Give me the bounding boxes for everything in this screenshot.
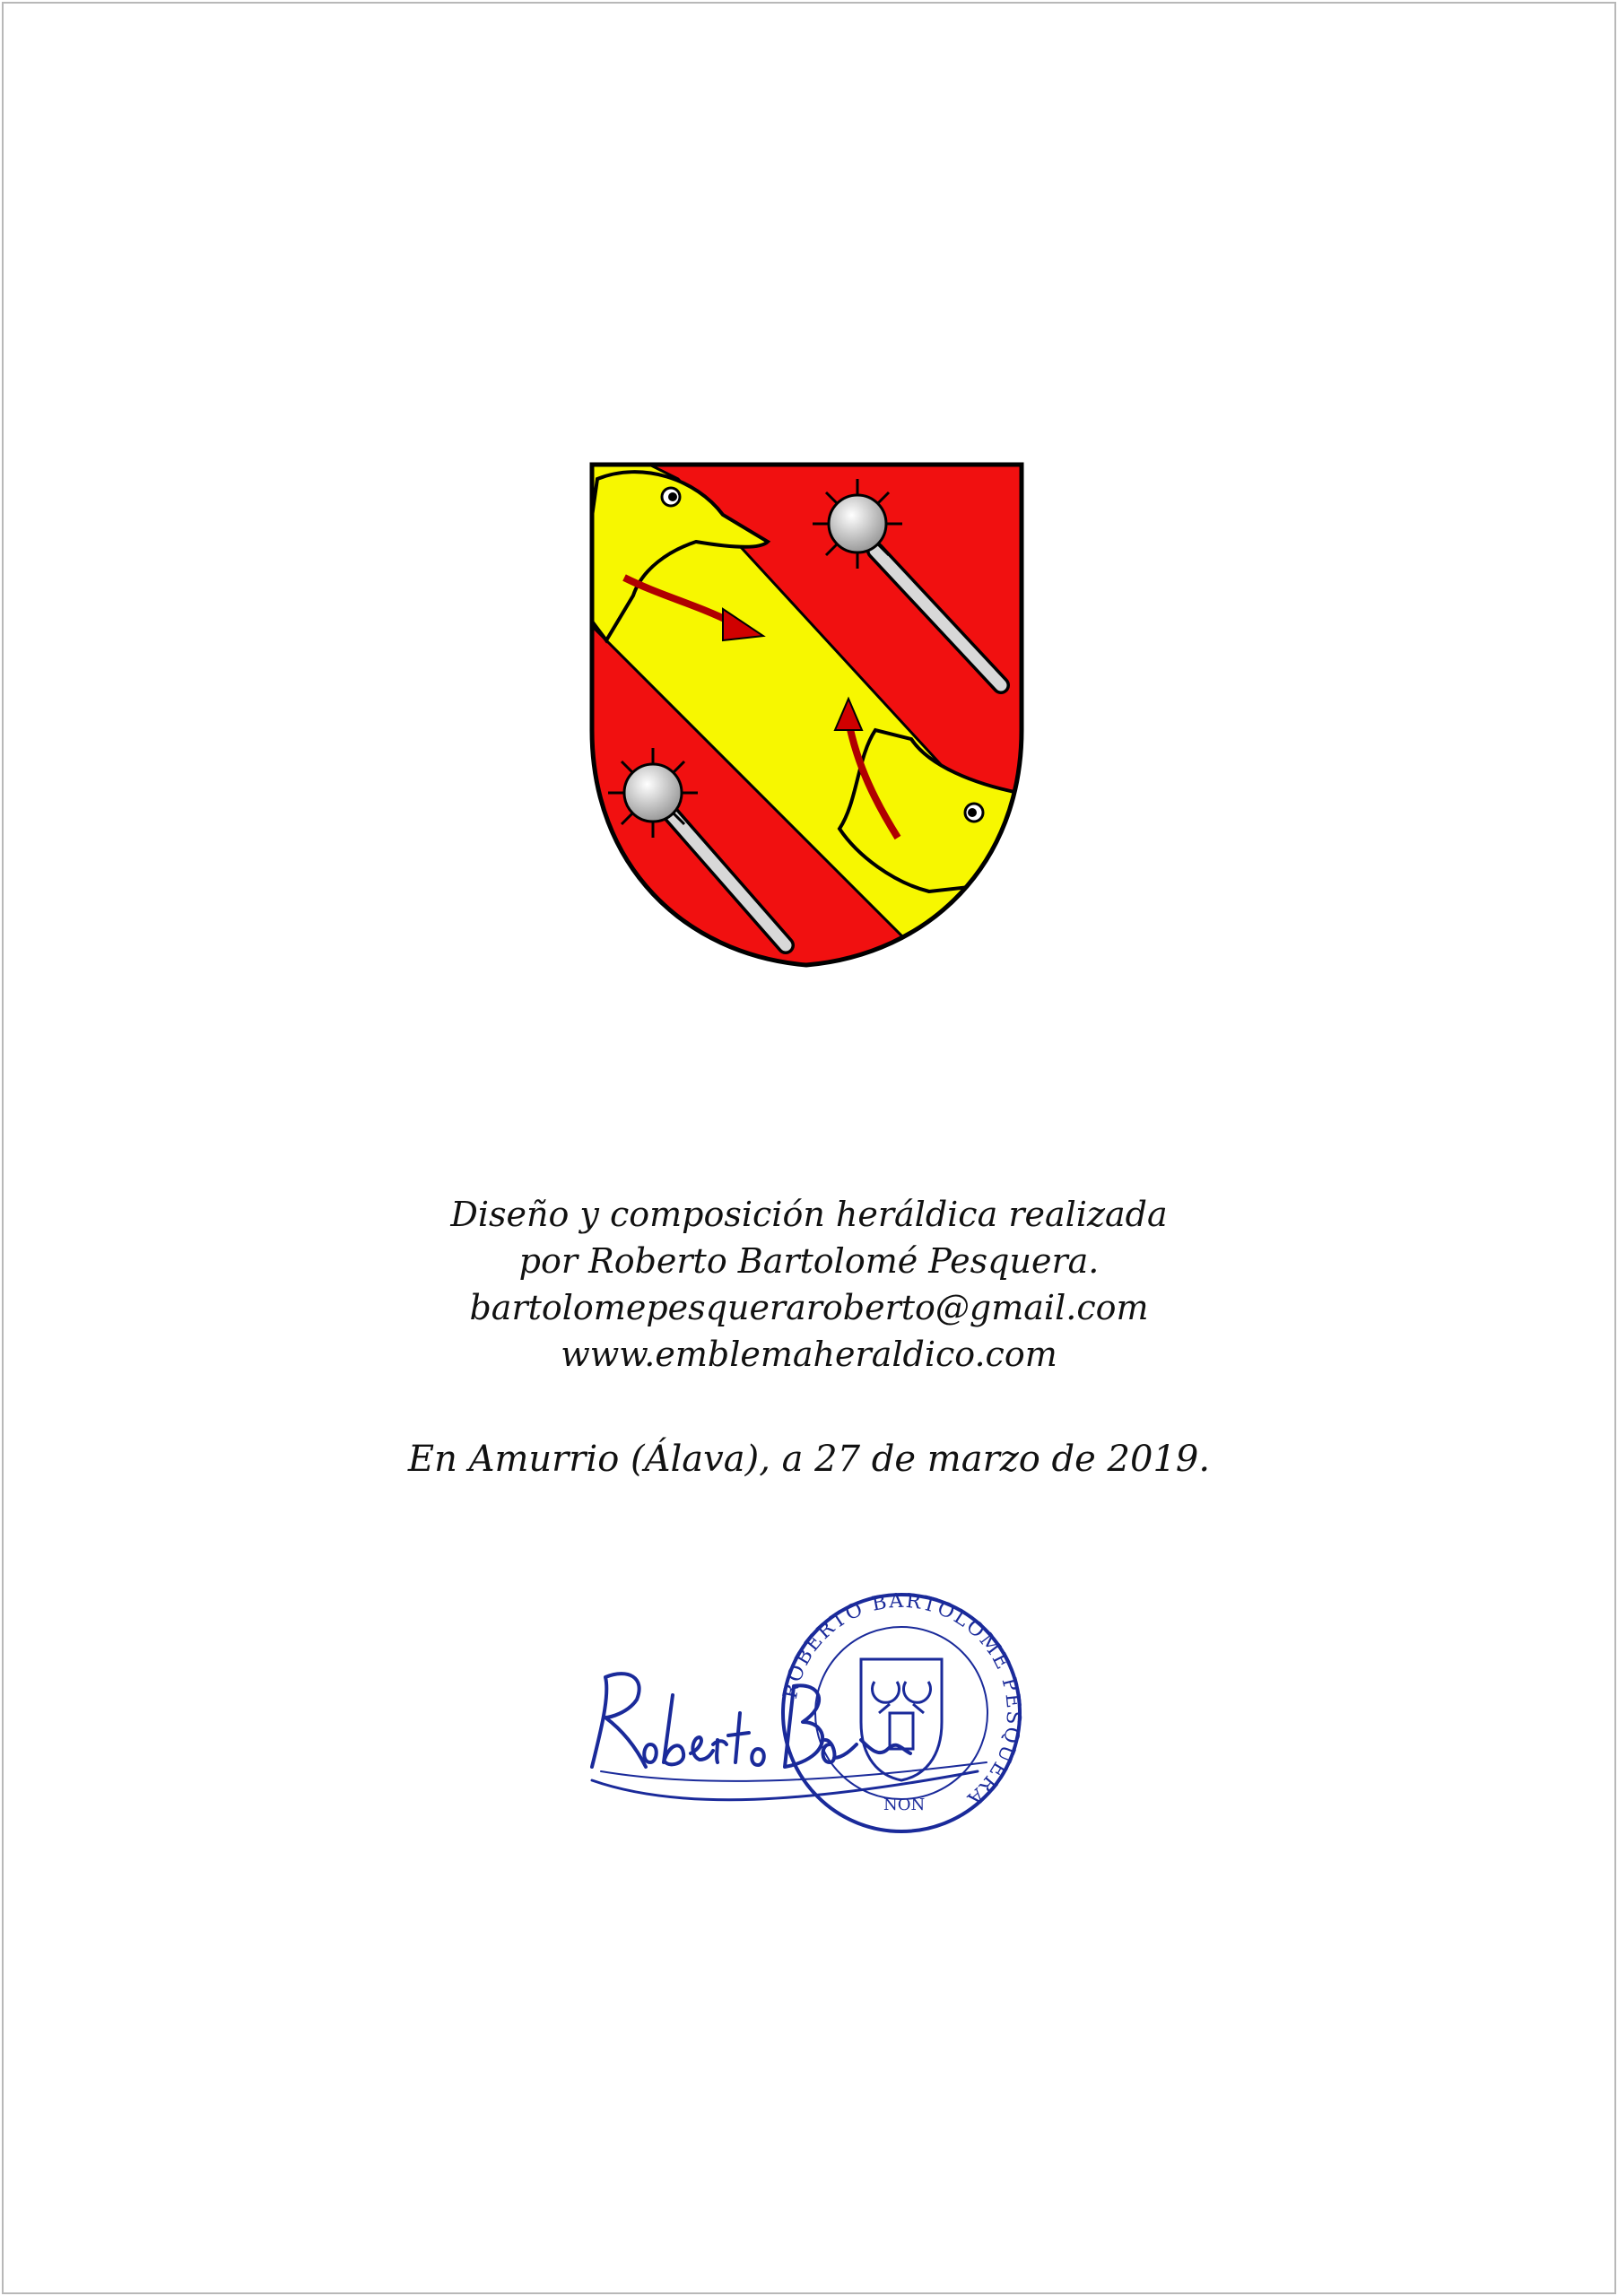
seal-signature-graphic	[574, 1587, 1040, 1839]
shield-graphic	[588, 461, 1025, 969]
credits-line-1: Diseño y composición heráldica realizada	[450, 1195, 1168, 1234]
credits-block	[271, 1191, 1347, 1378]
coat-of-arms	[588, 461, 1025, 969]
seal-ring-text: ROBERTO BARTOLOME PESQUERA	[779, 1589, 1025, 1811]
seal-motto: NON	[883, 1796, 926, 1814]
credits-email: bartolomepesqueraroberto@gmail.com	[469, 1288, 1149, 1327]
dateline: En Amurrio (Álava), a 27 de marzo de 2019.	[407, 1439, 1211, 1480]
credits-line-2: por Roberto Bartolomé Pesquera.	[518, 1241, 1100, 1281]
credits-website: www.emblemaheraldico.com	[561, 1335, 1057, 1374]
seal-and-signature	[574, 1587, 1040, 1839]
page-border	[2, 2, 1616, 2294]
